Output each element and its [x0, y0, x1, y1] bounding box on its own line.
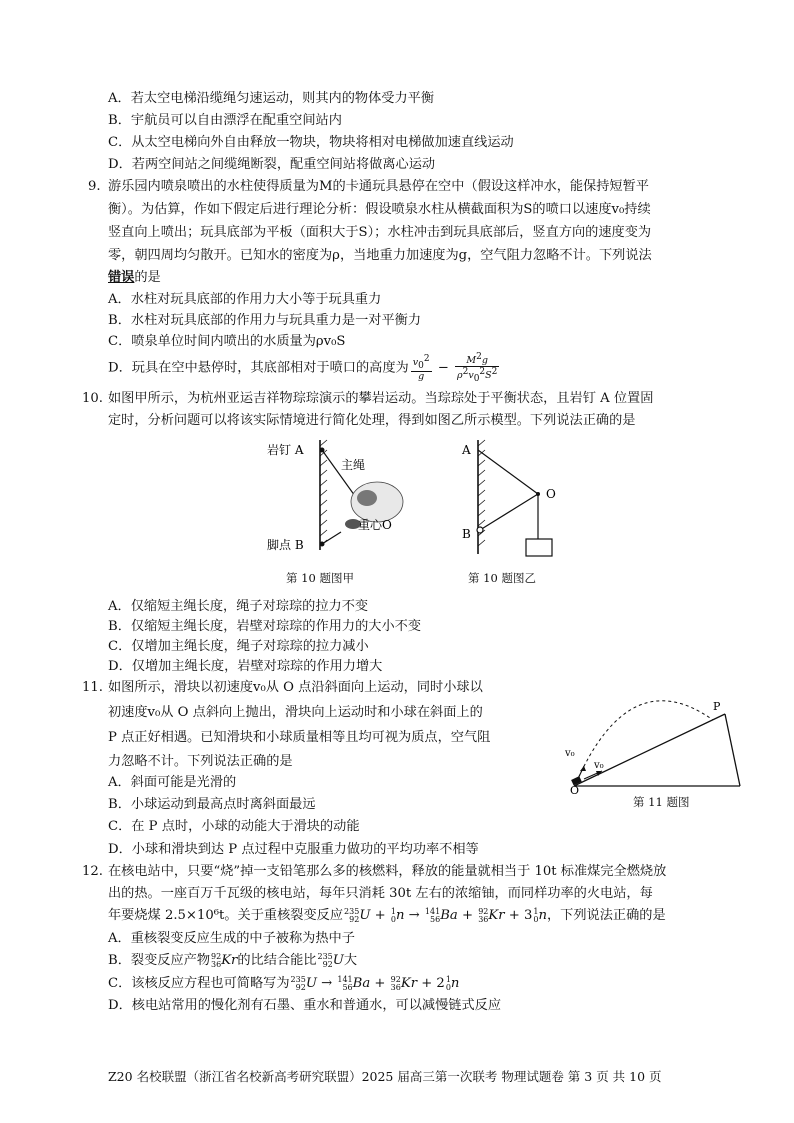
q12-option-b-prefix: B．裂变反应产物 [108, 953, 211, 968]
q9-stem-line3: 竖直向上喷出；玩具底部为平板（面积大于S）；水柱冲击到玩具底部后，竖直方向的速度变为 [108, 225, 652, 240]
q11-stem-line4: 力忽略不计。下列说法正确的是 [108, 754, 293, 769]
q10-fig1-label-b: 脚点 B [267, 538, 304, 552]
q9-option-b: B．水柱对玩具底部的作用力与玩具重力是一对平衡力 [108, 313, 422, 328]
q12-simplified-equation: 235 92 U → 141 56 Ba + 92 36 Kr + 2 1 0 n [290, 974, 460, 992]
q9-formula-term1: $\frac{v_0^2}{g}$ [412, 354, 430, 383]
q10-option-a: A．仅缩短主绳长度，绳子对琮琮的拉力不变 [108, 599, 369, 614]
q10-fig2-caption: 第 10 题图乙 [468, 571, 536, 585]
q11-fig-caption: 第 11 题图 [633, 795, 690, 809]
q10-option-b: B．仅缩短主绳长度，岩壁对琮琮的作用力的大小不变 [108, 619, 422, 634]
q10-fig2-label-b: B [462, 527, 471, 541]
q12-option-b-suffix: 大 [343, 953, 358, 968]
q11-stem-line3: P 点正好相遇。已知滑块和小球质量相等且均可视为质点，空气阻 [108, 730, 491, 745]
q11-fig-label-v0-ball: v₀ [565, 748, 575, 759]
q11-option-b: B．小球运动到最高点时离斜面最远 [108, 797, 316, 812]
q10-stem-line2: 定时，分析问题可以将该实际情境进行简化处理，得到如图乙所示模型。下列说法正确的是 [108, 413, 636, 428]
q12-option-b: B．裂变反应产物 92 36 Kr的比结合能比 235 92 U大 [108, 951, 358, 969]
q12-option-a: A．重核裂变反应生成的中子被称为热中子 [108, 931, 355, 946]
q11-stem-line2: 初速度v₀从 O 点斜向上抛出，滑块向上运动时和小球在斜面上的 [108, 705, 483, 720]
q12-stem-line3-prefix: 年要烧煤 2.5×10⁶t。关于重核裂变反应 [108, 908, 344, 923]
q11-number: 11. [82, 680, 103, 695]
q11-option-a: A．斜面可能是光滑的 [108, 775, 237, 790]
q11-figure [560, 686, 760, 796]
q12-option-d: D．核电站常用的慢化剂有石墨、重水和普通水，可以减慢链式反应 [108, 998, 502, 1013]
q9-stem-line1: 游乐园内喷泉喷出的水柱使得质量为M的卡通玩具悬停在空中（假设这样冲水，能保持短暂平 [108, 179, 649, 194]
q10-fig1-label-rope: 主绳 [341, 458, 366, 472]
q10-figure-yi [450, 432, 590, 562]
q9-number: 9. [88, 179, 101, 194]
q11-fig-label-v0-block: v₀ [594, 760, 604, 771]
page-footer: Z20 名校联盟（浙江省名校新高考研究联盟）2025 届高三第一次联考 物理试题卷 第 3 页 共 10 页 [108, 1069, 662, 1084]
q9-option-c: C．喷泉单位时间内喷出的水质量为ρv₀S [108, 334, 346, 349]
q10-fig2-label-o: O [546, 487, 556, 501]
q12-option-b-mid: 的比结合能比 [237, 953, 317, 968]
q8-option-d: D．若两空间站之间缆绳断裂，配重空间站将做离心运动 [108, 157, 436, 172]
q10-fig1-label-a: 岩钉 A [267, 443, 304, 457]
q11-fig-label-o: O [570, 784, 580, 796]
q11-option-c: C．在 P 点时，小球的动能大于滑块的动能 [108, 819, 360, 834]
q9-formula-term2: $\frac{M^2g}{\rho^2v_0^2S^2}$ [456, 352, 498, 385]
q10-fig2-label-a: A [462, 443, 471, 457]
q10-option-d: D．仅增加主绳长度，岩壁对琮琮的作用力增大 [108, 659, 383, 674]
q9-option-d: D．玩具在空中悬停时，其底部相对于喷口的高度为 $\frac{v_0^2}{g}$ − $\frac{M^2g}{\rho^2v_0^2S^2}$ [108, 352, 498, 385]
q12-option-c-prefix: C．该核反应方程也可简略写为 [108, 976, 290, 991]
q12-number: 12. [82, 864, 103, 879]
q10-number: 10. [82, 391, 103, 406]
q9-stem-line5-rest: 的是 [134, 270, 161, 285]
q10-stem-line1: 如图甲所示，为杭州亚运吉祥物琮琮演示的攀岩运动。当琮琮处于平衡状态，且岩钉 A 位置固 [108, 391, 654, 406]
q9-stem-line4: 零，朝四周均匀散开。已知水的密度为ρ，当地重力加速度为g，空气阻力忽略不计。下列说法 [108, 248, 652, 263]
q11-fig-label-p: P [713, 700, 721, 713]
q11-option-d: D．小球和滑块到达 P 点过程中克服重力做功的平均功率不相等 [108, 842, 479, 857]
q12-stem-line2: 出的热。一座百万千瓦级的核电站，每年只消耗 30t 左右的浓缩铀，而同样功率的火电站，每 [108, 886, 653, 901]
q9-stem-line2: 衡）。为估算，作如下假定后进行理论分析：假设喷泉水柱从横截面积为S的喷口以速度v₀持续 [108, 202, 651, 217]
q10-fig1-label-cog: 重心O [358, 518, 392, 532]
q10-fig1-caption: 第 10 题图甲 [286, 571, 354, 585]
q12-option-c [108, 974, 459, 994]
q12-stem-line3 [108, 906, 666, 926]
q9-option-d-text: D．玩具在空中悬停时，其底部相对于喷口的高度为 [108, 360, 409, 376]
q8-option-a: A．若太空电梯沿缆绳匀速运动，则其内的物体受力平衡 [108, 91, 435, 106]
q8-option-c: C．从太空电梯向外自由释放一物块，物块将相对电梯做加速直线运动 [108, 135, 514, 150]
q11-stem-line1: 如图所示，滑块以初速度v₀从 O 点沿斜面向上运动，同时小球以 [108, 680, 483, 695]
q8-option-b: B．宇航员可以自由漂浮在配重空间站内 [108, 113, 342, 128]
q12-stem-line1: 在核电站中，只要“烧”掉一支铅笔那么多的核燃料，释放的能量就相当于 10t 标准煤完全燃烧放 [108, 864, 667, 879]
q9-stem-line5 [108, 268, 161, 288]
q10-option-c: C．仅增加主绳长度，绳子对琮琮的拉力减小 [108, 639, 369, 654]
q12-stem-line3-suffix: ，下列说法正确的是 [546, 908, 666, 923]
q9-option-a: A．水柱对玩具底部的作用力大小等于玩具重力 [108, 292, 382, 307]
q9-error-mark: 错误 [108, 270, 135, 285]
q12-reaction-equation: 235 92 U + 1 0 n → 141 56 Ba + 92 36 Kr + 3 1 0 n [344, 906, 547, 924]
q10-figure-jia [255, 432, 425, 562]
